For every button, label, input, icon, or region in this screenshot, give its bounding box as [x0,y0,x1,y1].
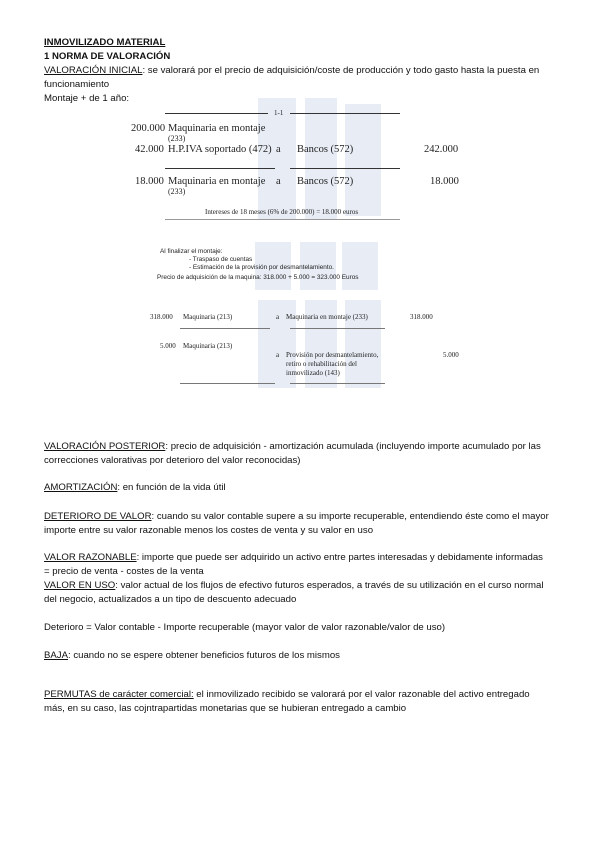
valor-uso-text: : valor actual de los flujos de efectivo futuros esperados, a través de su utilización en el curso normal [115,580,544,591]
valor-razonable-term: VALOR RAZONABLE [44,552,137,563]
deterioro-line1 [44,510,549,524]
permutas-line1 [44,688,530,702]
valor-razonable-text: : importe que puede ser adquirido un activo entre partes interesadas y debidamente informadas [136,552,543,563]
journal-debit-account: Maquinaria en montaje [168,176,266,187]
valor-uso-line1 [44,579,543,593]
watermark-block [305,98,337,220]
journal-account-code: (233) [168,134,186,143]
journal-credit-account: Bancos (572) [297,144,354,155]
deterioro-term: DETERIORO DE VALOR [44,511,152,522]
journal-credit-account-l2: retiro o rehabilitación del [286,360,357,368]
deterioro-text: : cuando su valor contable supere a su importe recuperable, entendiendo éste como el mayor [151,511,549,522]
section-subheading: 1 NORMA DE VALORACIÓN [44,51,171,62]
final-montaje-line: Al finalizar el montaje: [160,248,223,255]
journal-note: Intereses de 18 meses (6% de 200.000) = 18.000 euros [205,208,359,216]
journal-credit-amount: 5.000 [443,351,459,359]
journal-a: a [276,351,280,359]
valoracion-posterior-text: : precio de adquisición - amortización acumulada (incluyendo importe acumulado por las [165,441,541,452]
final-montaje-line: - Estimación de la provisión por desmantelamiento. [189,264,334,271]
journal-credit-amount: 242.000 [424,144,459,155]
valoracion-posterior-line2: correcciones valorativas por deterioro del valor reconocidas) [44,455,301,466]
journal-rule [165,113,268,114]
journal-debit-account: H.P.IVA soportado (472) [168,144,272,155]
journal-credit-account-l3: inmovilizado (143) [286,369,340,377]
journal-rule [290,383,385,384]
watermark-block [345,104,381,216]
journal-credit-amount: 318.000 [410,313,433,321]
journal-date: 1-1 [274,109,284,117]
permutas-line2: más, en su caso, las cojntrapartidas monetarias que se hubieran entregado a cambio [44,703,407,714]
baja-term: BAJA [44,650,68,661]
amortizacion-text: : en función de la vida útil [117,482,226,493]
watermark-block [342,242,378,290]
valoracion-posterior-term: VALORACIÓN POSTERIOR [44,441,166,452]
valor-razonable-line2: = precio de venta - costes de la venta [44,566,204,577]
baja-text: : cuando no se espere obtener beneficios futuros de los mismos [68,650,340,661]
amortizacion-line [44,481,226,495]
journal-a: a [276,176,281,187]
valoracion-inicial-text: : se valorará por el precio de adquisición/coste de producción y todo gasto hasta la puesta en [142,65,540,76]
deterioro-formula: Deterioro = Valor contable - Importe recuperable (mayor valor de valor razonable/valor de uso) [44,622,446,633]
journal-a: a [276,313,280,321]
baja-line [44,649,340,663]
amortizacion-term: AMORTIZACIÓN [44,482,118,493]
valoracion-inicial-line2: funcionamiento [44,79,110,90]
permutas-text: el inmovilizado recibido se valorará por el valor razonable del activo entregado [193,689,530,700]
journal-a: a [276,144,281,155]
journal-amount: 200.000 [131,123,166,134]
journal-rule [290,113,400,114]
journal-account-code: (233) [168,187,186,196]
journal-amount: 5.000 [160,342,176,350]
journal-rule [180,328,270,329]
journal-rule [165,168,275,169]
journal-amount: 42.000 [135,144,164,155]
journal-debit-account: Maquinaria (213) [183,313,233,321]
valoracion-inicial-term: VALORACIÓN INICIAL [44,65,143,76]
final-montaje-line: - Traspaso de cuentas [189,256,253,263]
valoracion-posterior-line1 [44,440,541,454]
final-montaje-line: Precio de adquisición de la maquina: 318.000 + 5.000 = 323.000 Euros [157,274,359,281]
valoracion-inicial-line1 [44,64,539,78]
page-title: INMOVILIZADO MATERIAL [44,37,166,48]
journal-credit-account: Maquinaria en montaje (233) [286,313,368,321]
deterioro-line2: importe entre su valor razonable menos los costes de venta y su valor en uso [44,525,374,536]
journal-rule [180,383,275,384]
journal-rule [165,219,400,220]
journal-credit-account: Bancos (572) [297,176,354,187]
journal-debit-account: Maquinaria en montaje [168,123,266,134]
journal-debit-account: Maquinaria (213) [183,342,233,350]
journal-amount: 18.000 [135,176,164,187]
journal-credit-account-l1: Provisión por desmantelamiento, [286,351,379,359]
journal-rule [290,168,400,169]
valor-uso-line2: del negocio, actualizados a un tipo de descuento adecuado [44,594,297,605]
journal-credit-amount: 18.000 [430,176,459,187]
valor-uso-term: VALOR EN USO [44,580,116,591]
valor-razonable-line1 [44,551,543,565]
permutas-term: PERMUTAS de carácter comercial: [44,689,194,700]
journal-amount: 318.000 [150,313,173,321]
journal-rule [290,328,385,329]
montaje-label: Montaje + de 1 año: [44,93,130,104]
